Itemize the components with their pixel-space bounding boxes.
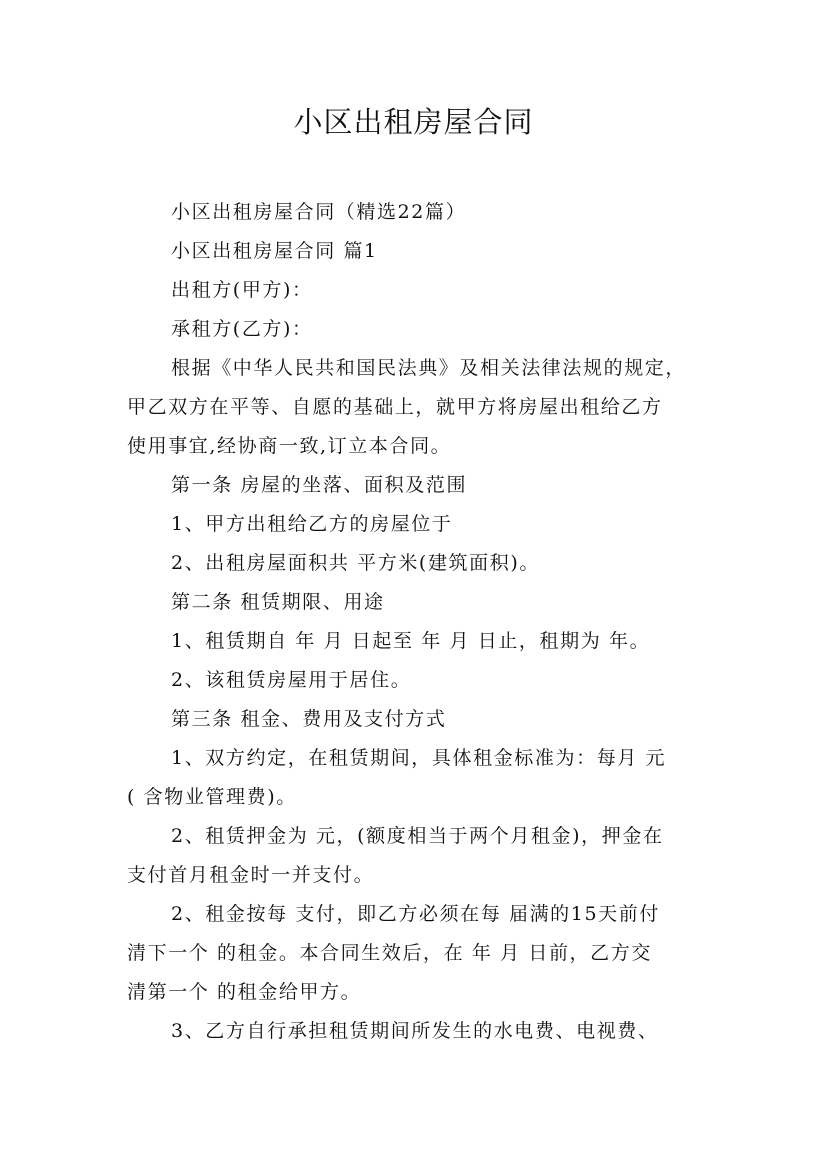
subtitle-line: 小区出租房屋合同（精选22篇）: [171, 201, 467, 223]
paragraph-line: 甲乙双方在平等、自愿的基础上，就甲方将房屋出租给乙方: [127, 396, 663, 418]
clause-line: 2、出租房屋面积共 平方米(建筑面积)。: [171, 552, 540, 574]
clause-line: 1、双方约定，在租赁期间，具体租金标准为：每月 元: [171, 747, 667, 769]
clause-line: 支付首月租金时一并支付。: [127, 864, 375, 886]
clause-line: 1、租赁期自 年 月 日起至 年 月 日止，租期为 年。: [171, 630, 651, 652]
article-heading: 第二条 租赁期限、用途: [171, 591, 385, 613]
clause-line: 1、甲方出租给乙方的房屋位于: [171, 513, 453, 535]
paragraph-line: 使用事宜,经协商一致,订立本合同。: [127, 435, 452, 457]
clause-line: ( 含物业管理费)。: [127, 786, 297, 808]
document-body: [127, 196, 712, 1054]
lessor-line: 出租方(甲方)：: [171, 279, 313, 301]
article-heading: 第一条 房屋的坐落、面积及范围: [171, 474, 468, 496]
clause-line: 2、租赁押金为 元，(额度相当于两个月租金)，押金在: [171, 825, 664, 847]
section-heading: 小区出租房屋合同 篇1: [171, 240, 378, 262]
article-heading: 第三条 租金、费用及支付方式: [171, 708, 447, 730]
clause-line: 清下一个 的租金。本合同生效后，在 年 月 日前，乙方交: [127, 942, 652, 964]
lessee-line: 承租方(乙方)：: [171, 318, 313, 340]
paragraph-line: 根据《中华人民共和国民法典》及相关法律法规的规定，: [171, 357, 687, 379]
clause-line: 2、租金按每 支付，即乙方必须在每 届满的15天前付: [171, 903, 660, 925]
clause-line: 2、该租赁房屋用于居住。: [171, 669, 412, 691]
document-title: 小区出租房屋合同: [293, 105, 534, 139]
clause-line: 3、乙方自行承担租赁期间所发生的水电费、电视费、: [171, 1020, 659, 1042]
clause-line: 清第一个 的租金给甲方。: [127, 981, 362, 1003]
